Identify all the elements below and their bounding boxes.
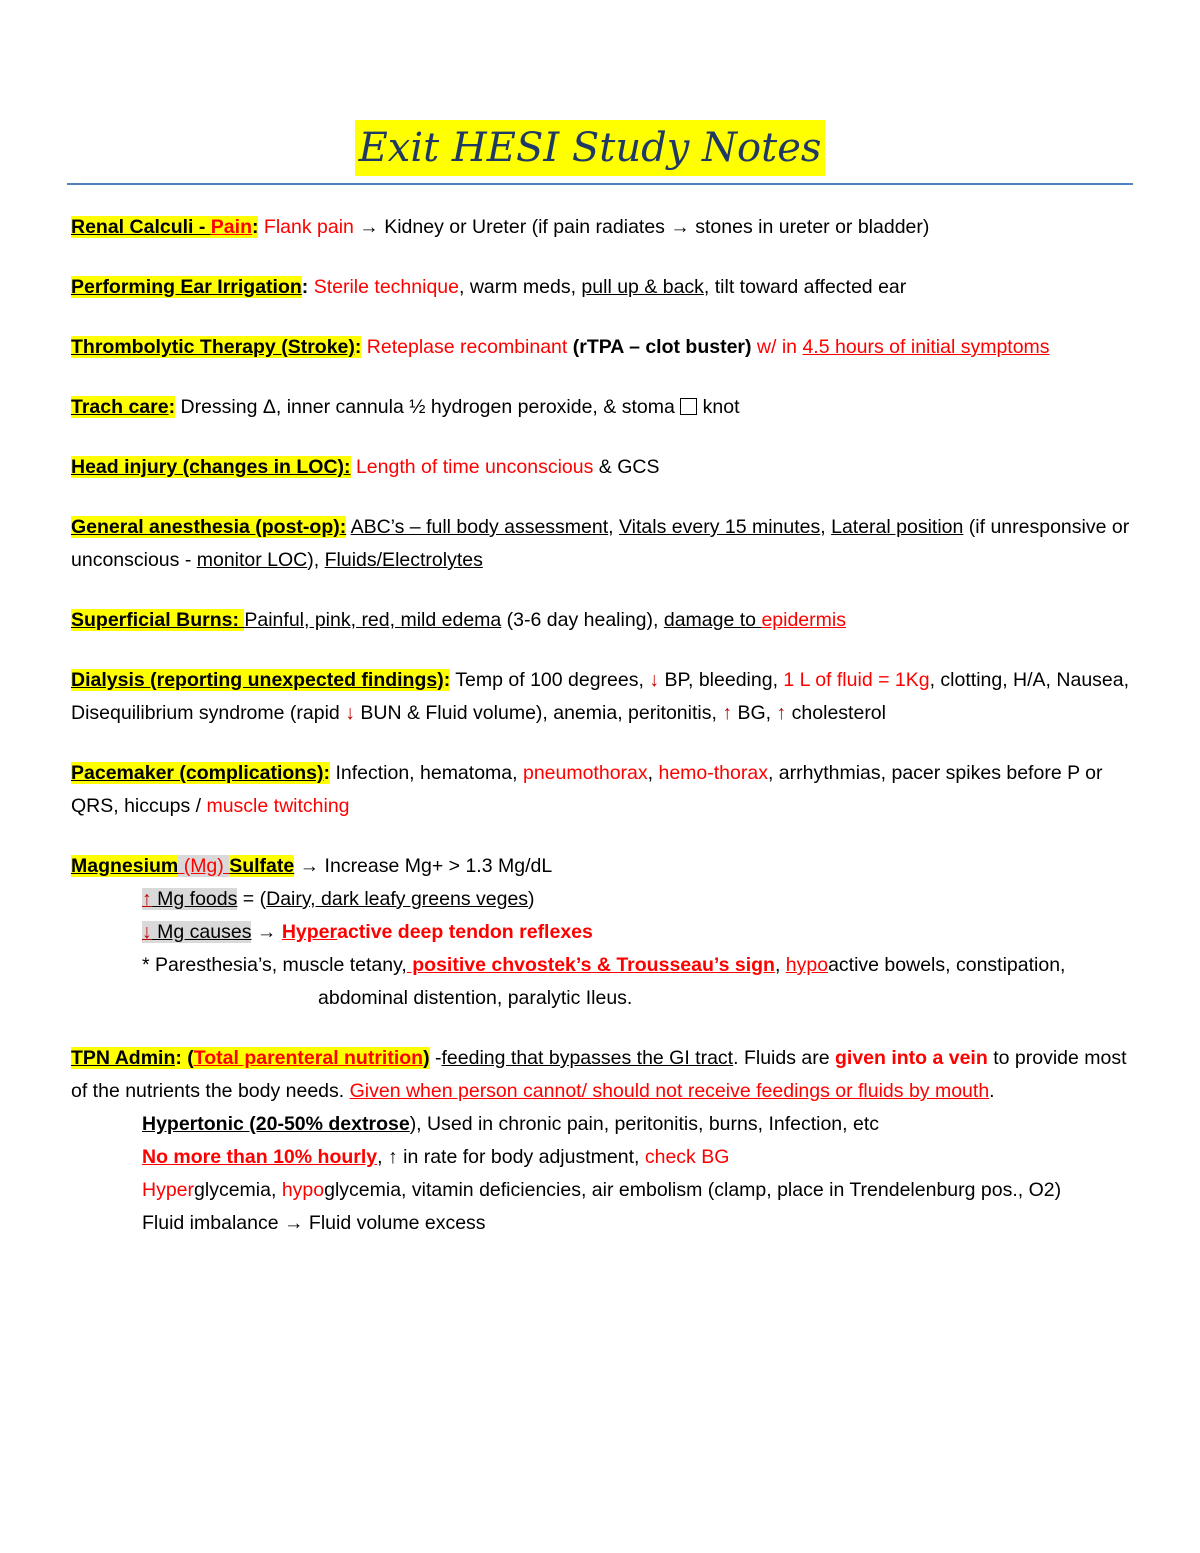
note-text: Dairy, dark leafy greens veges — [266, 888, 529, 910]
note-text: abdominal distention, paralytic Ileus. — [318, 987, 633, 1009]
note-line-heading — [71, 271, 1131, 304]
note-line-heading — [71, 331, 1131, 364]
note-text: , — [647, 762, 659, 784]
note-heading-text: Sulfate — [229, 855, 295, 877]
note-head-injury — [71, 451, 1131, 484]
note-text: → Kidney or Ureter (if pain radiates → stones in ureter or bladder) — [353, 216, 930, 238]
note-heading-text: : ( — [175, 1047, 194, 1069]
note-heading-text: ) — [423, 1047, 430, 1069]
note-text: Painful, pink, red, mild edema — [244, 609, 502, 631]
note-text: , arrhythmias, pacer spikes before P or QRS, hiccups / — [71, 762, 1103, 817]
note-text: Sterile technique — [308, 276, 459, 298]
note-line — [71, 1207, 1131, 1240]
note-text: (if unresponsive or unconscious - — [71, 516, 1130, 571]
note-heading-text: Performing Ear Irrigation — [71, 276, 302, 298]
note-heading-text: Pacemaker (complications) — [71, 762, 324, 784]
note-text: pull up & back — [581, 276, 704, 298]
note-text: glycemia, vitamin deficiencies, air embolism (clamp, place in Trendelenburg pos., O2) — [324, 1179, 1062, 1201]
note-text: Lateral position — [831, 516, 964, 538]
note-heading-text: : — [443, 669, 451, 691]
note-line-heading — [71, 664, 1131, 730]
note-text: Hyper — [142, 1179, 195, 1201]
note-line — [71, 916, 1131, 949]
note-text: Dressing Δ, inner cannula ½ hydrogen peroxide, & stoma — [175, 396, 681, 418]
note-text: Temp of 100 degrees, — [450, 669, 650, 691]
note-line — [71, 883, 1131, 916]
note-text: Mg causes — [151, 921, 252, 943]
note-heading-text: General anesthesia (post-op): — [71, 516, 347, 538]
note-general-anesthesia — [71, 511, 1131, 577]
note-text: ), — [307, 549, 325, 571]
notes-body — [71, 211, 1131, 1267]
note-heading-text: Trach care — [71, 396, 169, 418]
arrow-up-icon: ↑ — [142, 888, 152, 910]
note-text: Fluid imbalance → Fluid volume excess — [142, 1212, 486, 1234]
note-text: , warm meds, — [458, 276, 582, 298]
note-text: Fluids/Electrolytes — [324, 549, 483, 571]
note-text: monitor LOC — [196, 549, 308, 571]
note-thrombolytic-therapy — [71, 331, 1131, 364]
note-text: (rTPA – clot buster) — [567, 336, 752, 358]
note-line — [71, 949, 1131, 1015]
arrow-down-icon: ↓ — [649, 669, 660, 691]
note-heading-text: : — [251, 216, 259, 238]
note-text: Hypertonic (20-50% dextrose — [142, 1113, 410, 1135]
title-container — [0, 120, 1200, 176]
note-line-heading — [71, 511, 1131, 577]
note-text: Mg foods — [151, 888, 238, 910]
note-text: ), Used in chronic pain, peritonitis, burns, Infection, etc — [409, 1113, 880, 1135]
note-text: ABC’s – full body assessment — [350, 516, 609, 538]
note-text: * Paresthesia’s, muscle tetany, — [142, 954, 407, 976]
note-text: to provide most of the nutrients the body needs. — [71, 1047, 1127, 1102]
note-line — [71, 1141, 1131, 1174]
note-text: : — [301, 276, 309, 298]
note-text: feeding that bypasses the GI tract — [441, 1047, 734, 1069]
note-renal-calculi — [71, 211, 1131, 244]
note-text: , — [774, 954, 786, 976]
note-text: 4.5 hours of initial symptoms — [802, 336, 1050, 358]
arrow-up-icon: ↑ — [776, 702, 787, 724]
square-box-icon — [680, 398, 697, 415]
note-line-heading — [71, 1042, 1131, 1108]
note-text: Hyper — [281, 921, 338, 943]
note-text: , tilt toward affected ear — [703, 276, 907, 298]
note-text: (Mg) — [178, 855, 230, 877]
note-text: BUN & Fluid volume), anemia, peritonitis, — [354, 702, 723, 724]
note-text: , — [608, 516, 620, 538]
note-tpn-admin — [71, 1042, 1131, 1240]
note-text: → — [251, 921, 282, 943]
note-pacemaker — [71, 757, 1131, 823]
note-heading-text: TPN Admin — [71, 1047, 176, 1069]
note-heading-text: Dialysis (reporting unexpected findings) — [71, 669, 444, 691]
note-magnesium-sulfate — [71, 850, 1131, 1015]
note-text: Vitals every 15 minutes — [619, 516, 821, 538]
note-text: No more than 10% hourly — [142, 1146, 378, 1168]
note-line — [71, 1108, 1131, 1141]
note-text: hemo-thorax — [658, 762, 768, 784]
note-line-heading — [71, 757, 1131, 823]
note-heading-text: Head injury (changes in LOC): — [71, 456, 351, 478]
note-text: check BG — [644, 1146, 730, 1168]
note-text: BP, bleeding, — [659, 669, 784, 691]
note-text: w/ in — [751, 336, 803, 358]
note-line-heading — [71, 451, 1131, 484]
note-heading-text: Pain — [210, 216, 252, 238]
note-heading-text: Superficial Burns: — [71, 609, 245, 631]
note-text: Reteplase recombinant — [361, 336, 568, 358]
note-text: Flank pain — [258, 216, 354, 238]
note-heading-text: Renal Calculi - — [71, 216, 211, 238]
arrow-up-icon: ↑ — [722, 702, 733, 724]
note-text: pneumothorax — [522, 762, 648, 784]
note-text: muscle twitching — [206, 795, 350, 817]
note-heading-text: : — [168, 396, 176, 418]
note-text: given into a vein — [834, 1047, 988, 1069]
title-divider — [67, 183, 1133, 185]
note-line-heading — [71, 211, 1131, 244]
note-text: & GCS — [593, 456, 660, 478]
note-text: , clotting, H/A, Nausea, Disequilibrium syndrome (rapid — [71, 669, 1130, 724]
note-text: Given when person cannot/ should not receive feedings or fluids by mouth — [349, 1080, 990, 1102]
note-text: active bowels, constipation, — [828, 954, 1066, 976]
note-ear-irrigation — [71, 271, 1131, 304]
note-text: . Fluids are — [733, 1047, 835, 1069]
note-superficial-burns — [71, 604, 1131, 637]
note-text: knot — [697, 396, 740, 418]
note-text: (3-6 day healing), — [501, 609, 664, 631]
note-line-heading — [71, 850, 1131, 883]
page-title: Exit HESI Study Notes — [355, 120, 826, 176]
note-text: BG, — [732, 702, 777, 724]
note-heading-text: Thrombolytic Therapy (Stroke) — [71, 336, 355, 358]
note-heading-text: Total parenteral nutrition — [193, 1047, 424, 1069]
note-text: , — [820, 516, 832, 538]
note-text: Length of time unconscious — [350, 456, 594, 478]
note-text: Infection, hematoma, — [330, 762, 523, 784]
note-text: hypo — [785, 954, 829, 976]
note-heading-text: Magnesium — [71, 855, 179, 877]
note-line-heading — [71, 604, 1131, 637]
note-text: glycemia, — [194, 1179, 282, 1201]
note-line — [71, 1174, 1131, 1207]
note-dialysis — [71, 664, 1131, 730]
note-heading-text: : — [323, 762, 331, 784]
note-text: . — [989, 1080, 995, 1102]
note-text: = ( — [237, 888, 267, 910]
note-line-heading — [71, 391, 1131, 424]
note-text: ) — [528, 888, 535, 910]
note-heading-text: : — [354, 336, 362, 358]
note-text: epidermis — [761, 609, 846, 631]
note-text: → Increase Mg+ > 1.3 Mg/dL — [294, 855, 553, 877]
arrow-down-icon: ↓ — [345, 702, 355, 724]
note-text: 1 L of fluid = 1Kg — [783, 669, 930, 691]
note-text: active deep tendon reflexes — [337, 921, 593, 943]
note-text: hypo — [281, 1179, 325, 1201]
arrow-down-icon: ↓ — [142, 921, 152, 943]
note-text: - — [429, 1047, 442, 1069]
note-text: cholesterol — [786, 702, 886, 724]
note-trach-care — [71, 391, 1131, 424]
note-text: damage to — [663, 609, 762, 631]
note-text: positive chvostek’s & Trousseau’s sign — [406, 954, 775, 976]
note-text: , ↑ in rate for body adjustment, — [377, 1146, 645, 1168]
